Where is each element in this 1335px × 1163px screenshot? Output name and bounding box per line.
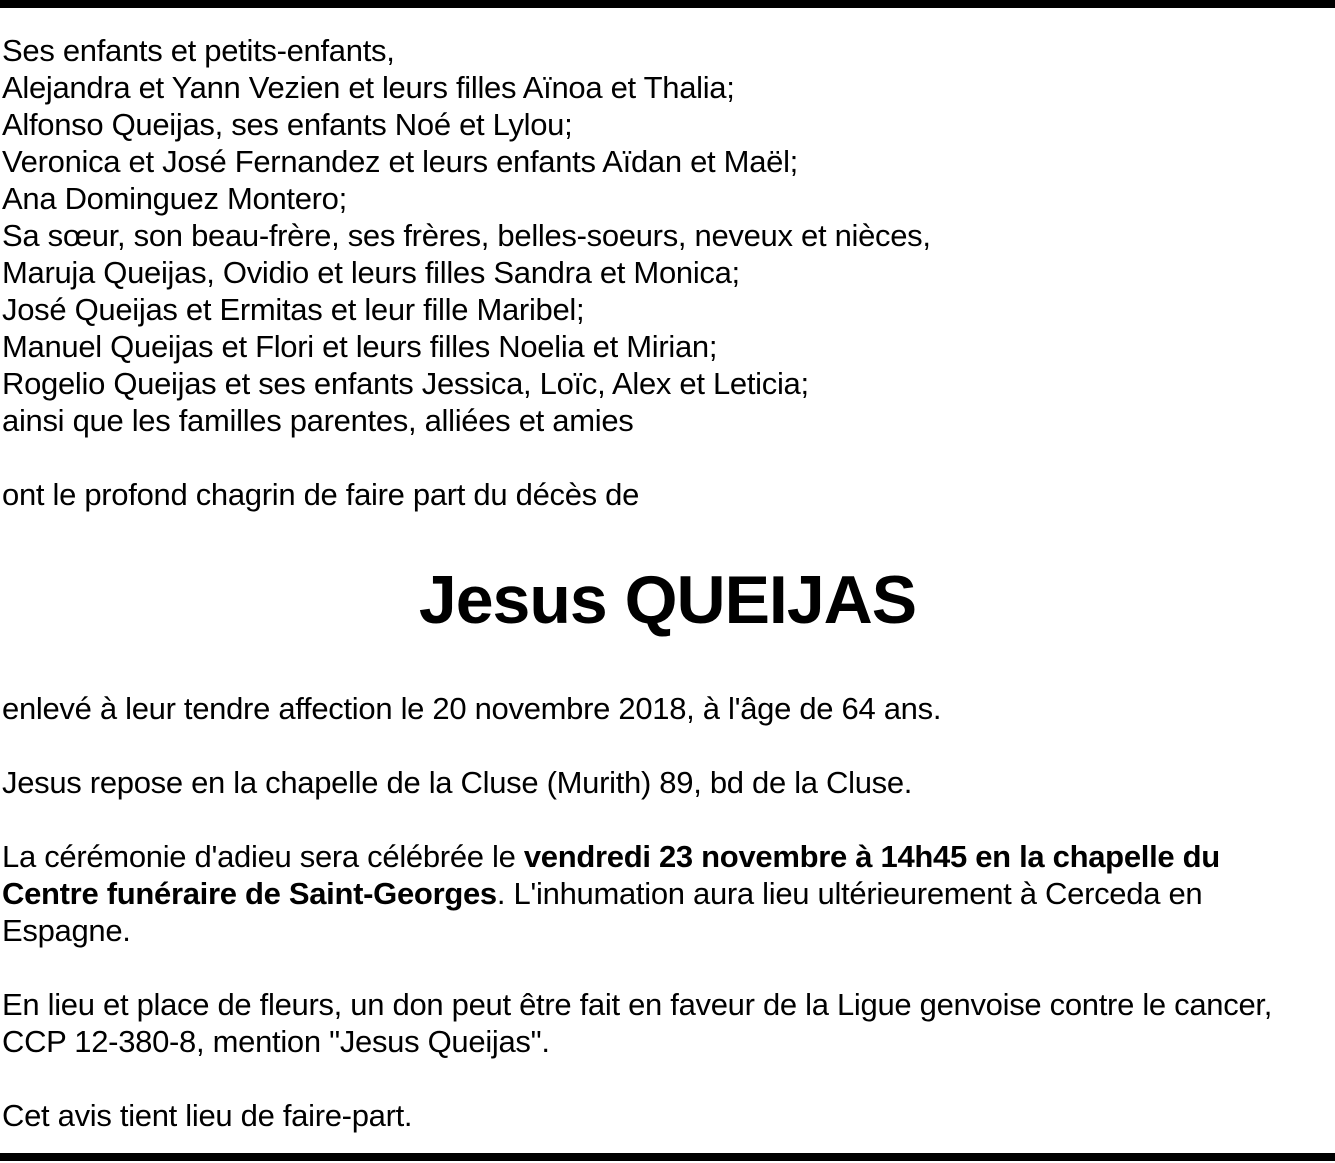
family-line: Maruja Queijas, Ovidio et leurs filles Sandra et Monica; xyxy=(2,255,740,290)
donation-info: En lieu et place de fleurs, un don peut être fait en faveur de la Ligue genvoise contre le cancer, CCP 12-380-8, mention "Jesus Queijas". xyxy=(2,987,1273,1059)
family-line: Alfonso Queijas, ses enfants Noé et Lylou; xyxy=(2,107,573,142)
family-line: José Queijas et Ermitas et leur fille Maribel; xyxy=(2,292,585,327)
deceased-name-block xyxy=(0,561,1335,639)
death-statement: enlevé à leur tendre affection le 20 novembre 2018, à l'âge de 64 ans. xyxy=(2,691,942,726)
family-line: Sa sœur, son beau-frère, ses frères, belles-soeurs, neveux et nièces, xyxy=(2,218,931,253)
family-line: Manuel Queijas et Flori et leurs filles Noelia et Mirian; xyxy=(2,329,718,364)
ceremony-date-location: vendredi 23 novembre à 14h45 en la chapelle du Centre funéraire de Saint-Georges xyxy=(2,839,1220,911)
family-line: Alejandra et Yann Vezien et leurs filles Aïnoa et Thalia; xyxy=(2,70,735,105)
family-line: ainsi que les familles parentes, alliées et amies xyxy=(2,403,634,438)
burial-info: . L'inhumation aura lieu ultérieurement à Cerceda en Espagne. xyxy=(2,876,1203,948)
resting-place: Jesus repose en la chapelle de la Cluse (Murith) 89, bd de la Cluse. xyxy=(2,765,913,800)
family-line: Ses enfants et petits-enfants, xyxy=(2,33,395,68)
announcement-text: ont le profond chagrin de faire part du décès de xyxy=(2,477,640,512)
family-line: Ana Dominguez Montero; xyxy=(2,181,347,216)
family-section xyxy=(2,32,1302,513)
family-line: Veronica et José Fernandez et leurs enfants Aïdan et Maël; xyxy=(2,144,798,179)
top-border-rule xyxy=(0,0,1335,8)
ceremony-info xyxy=(2,838,1302,949)
ceremony-intro: La cérémonie d'adieu sera célébrée le xyxy=(2,839,524,874)
family-line: Rogelio Queijas et ses enfants Jessica, Loïc, Alex et Leticia; xyxy=(2,366,809,401)
bottom-border-rule xyxy=(0,1153,1335,1161)
deceased-name: Jesus QUEIJAS xyxy=(418,562,917,638)
notice-statement: Cet avis tient lieu de faire-part. xyxy=(2,1098,413,1133)
details-section xyxy=(2,690,1302,1134)
